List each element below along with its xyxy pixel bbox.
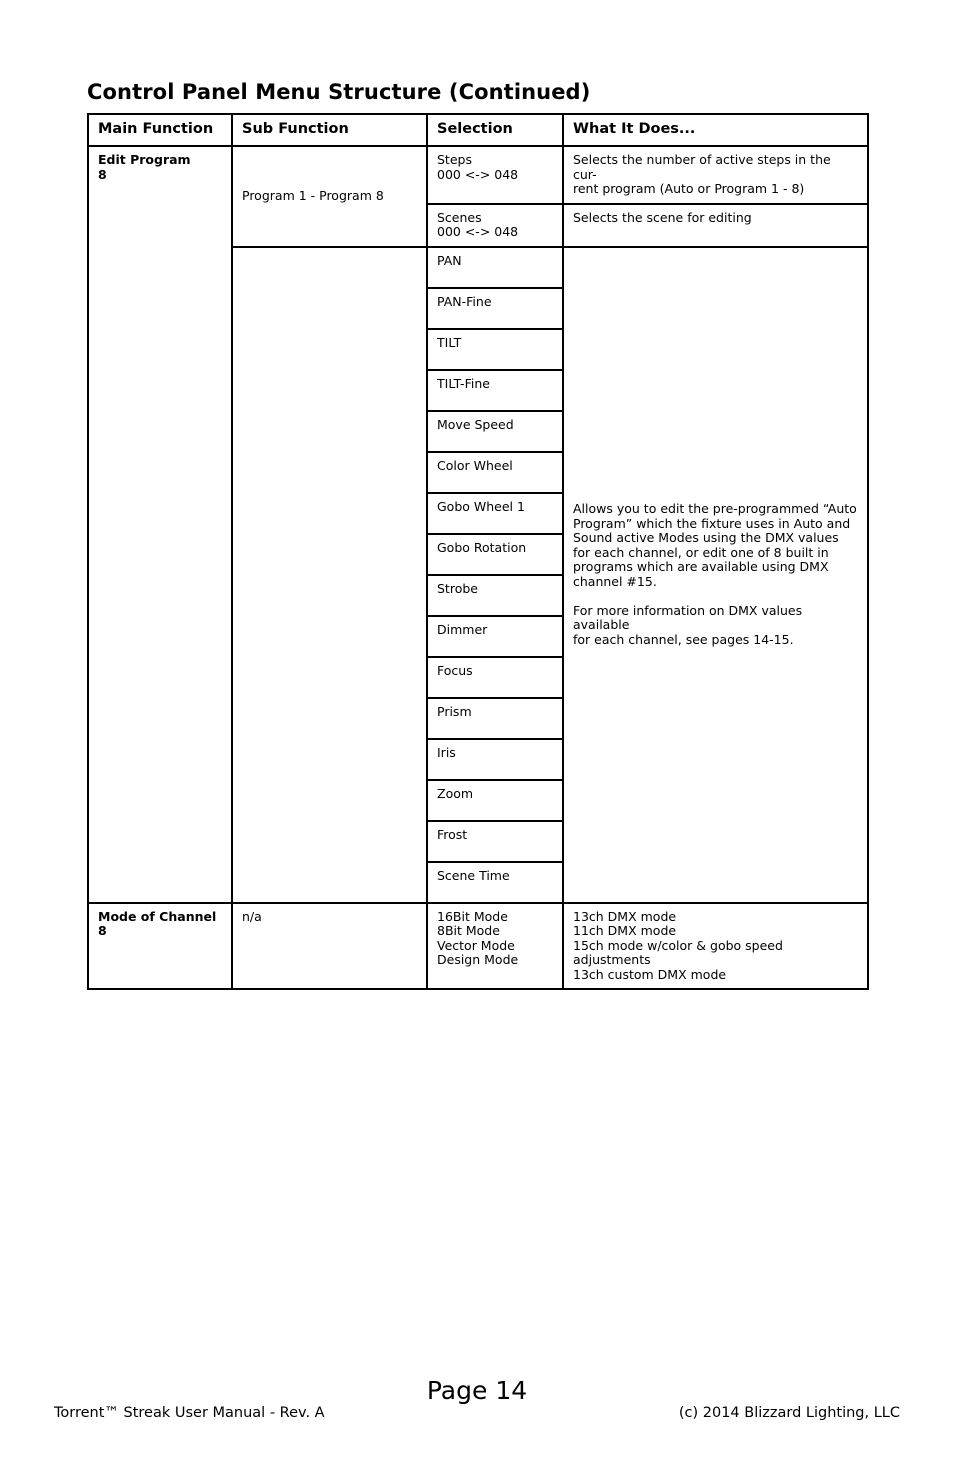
selection-channel: Frost — [427, 821, 563, 862]
table-row-mode-of-channel — [88, 903, 868, 990]
description-steps-line: rent program (Auto or Program 1 - 8) — [573, 181, 805, 196]
selection-mode-item: Design Mode — [437, 952, 519, 967]
description-modes — [563, 903, 868, 990]
selection-mode-item: Vector Mode — [437, 937, 515, 953]
main-function-number: 8 — [98, 923, 107, 938]
selection-scenes-range: 000 <-> 048 — [437, 224, 519, 239]
footer-manual-title: Torrent™ Streak User Manual - Rev. A — [54, 1405, 325, 1421]
page-number: Page 14 — [426, 1376, 528, 1405]
description-steps — [563, 146, 868, 204]
main-function-mode-of-channel — [88, 903, 232, 990]
sub-function-empty — [232, 247, 427, 903]
selection-channel: Scene Time — [427, 862, 563, 903]
description-scenes: Selects the scene for editing — [563, 204, 868, 247]
selection-mode-item: 8Bit Mode — [437, 923, 500, 938]
sub-function-programs: Program 1 - Program 8 — [232, 146, 427, 247]
selection-channel: PAN — [427, 247, 563, 288]
description-channels-line: for each channel, or edit one of 8 built in — [573, 544, 829, 560]
footer-copyright: (c) 2014 Blizzard Lighting, LLC — [678, 1405, 900, 1421]
selection-channel: Iris — [427, 739, 563, 780]
description-channels-line: Program” which the fixture uses in Auto and — [573, 515, 851, 531]
main-function-label: Mode of Channel — [98, 908, 217, 924]
sub-function-na: n/a — [232, 903, 427, 990]
selection-channel: Color Wheel — [427, 452, 563, 493]
main-function-number: 8 — [98, 166, 107, 182]
table-header-row — [88, 114, 868, 146]
description-channels-line: channel #15. — [573, 573, 657, 589]
header-sub-function: Sub Function — [232, 114, 427, 146]
menu-structure-table — [87, 113, 869, 990]
selection-channel: Strobe — [427, 575, 563, 616]
selection-channel: Zoom — [427, 780, 563, 821]
selection-channel: TILT-Fine — [427, 370, 563, 411]
description-channels-line: Allows you to edit the pre-programmed “Auto — [573, 501, 857, 516]
description-channels — [563, 247, 868, 903]
description-channels-line: for each channel, see pages 14-15. — [573, 631, 794, 647]
page-title: Control Panel Menu Structure (Continued) — [87, 80, 591, 104]
selection-channel: Gobo Wheel 1 — [427, 493, 563, 534]
selection-scenes-label: Scenes — [437, 209, 482, 225]
selection-channel: PAN-Fine — [427, 288, 563, 329]
selection-channel: Gobo Rotation — [427, 534, 563, 575]
description-mode-item: 11ch DMX mode — [573, 923, 677, 938]
header-selection: Selection — [427, 114, 563, 146]
main-function-edit-program — [88, 146, 232, 903]
selection-steps-range: 000 <-> 048 — [437, 166, 519, 182]
selection-channel: Move Speed — [427, 411, 563, 452]
header-main-function: Main Function — [88, 114, 232, 146]
selection-channel: Focus — [427, 657, 563, 698]
selection-modes — [427, 903, 563, 990]
description-mode-item: 13ch DMX mode — [573, 908, 677, 924]
paragraph-gap — [573, 589, 858, 604]
table-row-steps — [88, 146, 868, 204]
description-steps-line: Selects the number of active steps in the cur- — [573, 152, 831, 182]
selection-steps-label: Steps — [437, 152, 472, 167]
description-channels-line: For more information on DMX values available — [573, 602, 803, 632]
selection-mode-item: 16Bit Mode — [437, 908, 508, 924]
main-function-label: Edit Program — [98, 152, 191, 167]
description-channels-line: Sound active Modes using the DMX values — [573, 530, 839, 545]
selection-channel: Dimmer — [427, 616, 563, 657]
description-mode-item: 15ch mode w/color & gobo speed adjustments — [573, 937, 783, 967]
selection-scenes — [427, 204, 563, 247]
selection-channel: TILT — [427, 329, 563, 370]
description-channels-line: programs which are available using DMX — [573, 559, 829, 574]
description-mode-item: 13ch custom DMX mode — [573, 966, 727, 982]
selection-steps — [427, 146, 563, 204]
selection-channel: Prism — [427, 698, 563, 739]
header-what-it-does: What It Does... — [563, 114, 868, 146]
